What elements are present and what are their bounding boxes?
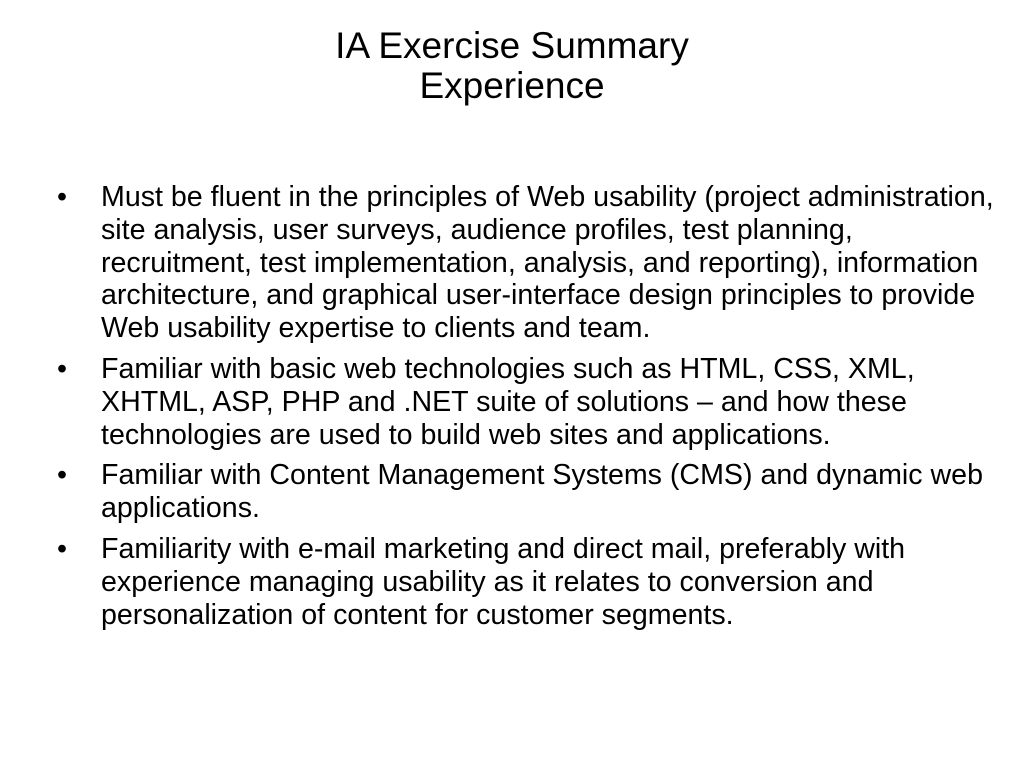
bullet-icon: •: [57, 459, 68, 492]
bullet-text: Familiar with basic web technologies such as HTML, CSS, XML, XHTML, ASP, PHP and .NET suite of solutions – and how these technologies are used to build web sites and applications.: [101, 352, 915, 451]
bullet-icon: •: [57, 352, 68, 385]
bullet-item: [57, 181, 997, 345]
bullet-list: [57, 181, 997, 639]
title-line-2: Experience: [419, 65, 605, 106]
bullet-text: Familiar with Content Management Systems (CMS) and dynamic web applications.: [101, 459, 983, 525]
bullet-item: [57, 459, 997, 525]
bullet-item: [57, 353, 997, 451]
bullet-item: [57, 533, 997, 631]
bullet-icon: •: [57, 532, 68, 565]
bullet-text: Must be fluent in the principles of Web usability (project administration, site analysis, user surveys, audience profiles, test planning, recruitment, test implementation, analysis, and reporting), information architecture, and graphical user-interface design principles to provide Web usability expertise to clients and team.: [101, 181, 994, 345]
title-line-1: IA Exercise Summary: [335, 25, 689, 66]
bullet-icon: •: [57, 181, 68, 213]
slide-title: [0, 26, 1024, 106]
bullet-text: Familiarity with e-mail marketing and direct mail, preferably with experience managing usability as it relates to conversion and personalization of content for customer segments.: [101, 532, 906, 631]
